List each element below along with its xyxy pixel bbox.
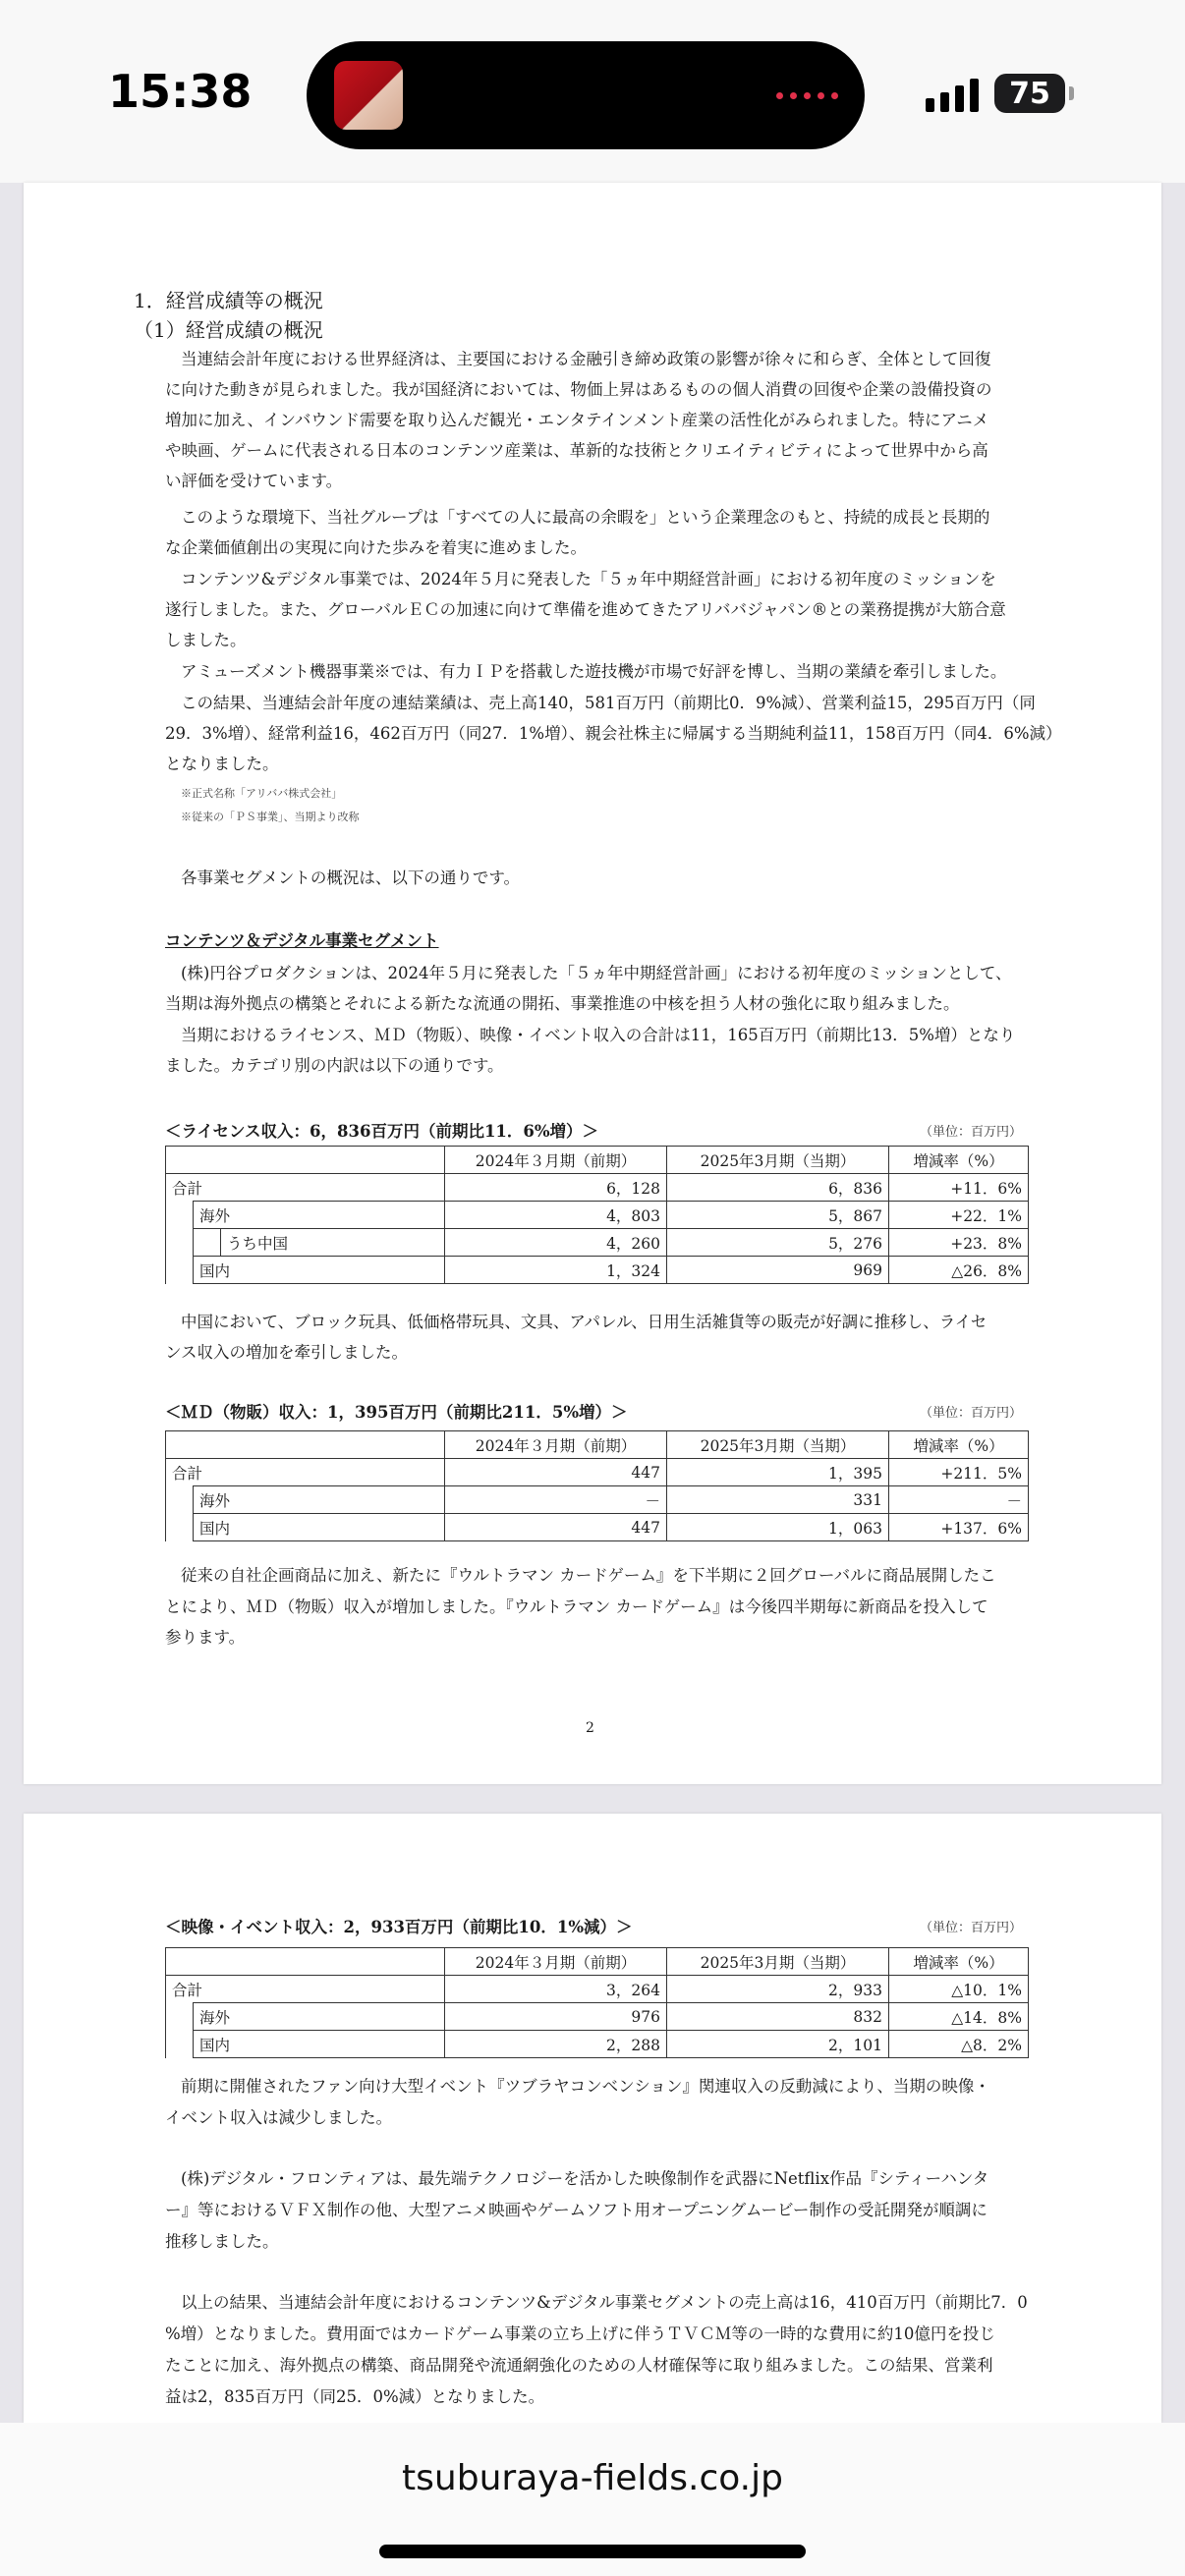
body-line: しました。	[165, 631, 247, 649]
battery-indicator: 75	[994, 74, 1065, 113]
col-header: 2024年３月期（前期）	[445, 1147, 667, 1174]
segment-intro: 各事業セグメントの概況は、以下の通りです。	[181, 868, 521, 887]
body-line: 遂行しました。また、グローバルＥＣの加速に向けて準備を進めてきたアリババジャパン®との業務提携が大筋合意	[165, 600, 1006, 619]
now-playing-artwork[interactable]	[334, 61, 403, 130]
body-line: ました。カテゴリ別の内訳は以下の通りです。	[165, 1056, 504, 1075]
body-line: 前期に開催されたファン向け大型イベント『ツブラヤコンベンション』関連収入の反動減により、当期の映像・	[181, 2077, 990, 2096]
body-line: や映画、ゲームに代表される日本のコンテンツ産業は、革新的な技術とクリエイティビティによって世界中から高	[165, 441, 988, 460]
table-row: 海外 976 832 △14．8%	[166, 2003, 1029, 2031]
col-header: 2025年3月期（当期）	[667, 1147, 889, 1174]
body-line: い評価を受けています。	[165, 472, 343, 490]
body-line: 推移しました。	[165, 2232, 279, 2251]
document-page-3[interactable]	[24, 1814, 1161, 2423]
table-corner	[166, 1431, 445, 1459]
table-row: うち中国 4，260 5，276 +23．8%	[166, 1229, 1029, 1257]
table-corner	[166, 1147, 445, 1174]
body-line: この結果、当連結会計年度の連結業績は、売上高140，581百万円（前期比0．9%減）、営業利益15，295百万円（同	[181, 694, 1036, 712]
recording-dots-icon	[776, 92, 838, 99]
page-number: 2	[586, 1720, 594, 1736]
body-line: %増）となりました。費用面ではカードゲーム事業の立ち上げに伴うＴＶＣＭ等の一時的な費用に約10億円を投じ	[165, 2324, 995, 2343]
col-header: 2024年３月期（前期）	[445, 1948, 667, 1976]
url-text[interactable]: tsuburaya-fields.co.jp	[402, 2458, 783, 2498]
body-line: となりました。	[165, 755, 279, 773]
browser-address-bar	[0, 2423, 1185, 2576]
body-line: とにより、ＭＤ（物販）収入が増加しました。『ウルトラマン カードゲーム』は今後四半期毎に新商品を投入して	[165, 1597, 988, 1616]
body-line: (株)円谷プロダクションは、2024年５月に発表した「５ヵ年中期経営計画」における初年度のミッションとして、	[181, 964, 1012, 982]
body-line: たことに加え、海外拠点の構築、商品開発や流通網強化のための人材確保等に取り組みました。この結果、営業利	[165, 2356, 993, 2375]
segment-title: コンテンツ＆デジタル事業セグメント	[165, 931, 439, 950]
license-table	[165, 1146, 1029, 1284]
cellular-signal-icon	[926, 77, 979, 112]
body-line: 当期は海外拠点の構築とそれによる新たな流通の開拓、事業推進の中核を担う人材の強化に取り組みました。	[165, 994, 960, 1013]
md-table	[165, 1430, 1029, 1541]
table-row: 国内 2，288 2，101 △8．2%	[166, 2031, 1029, 2058]
video-table-title: ＜映像・イベント収入：2，933百万円（前期比10．1%減）＞	[165, 1918, 633, 1936]
subsection-heading: （1）経営成績の概況	[134, 318, 323, 342]
col-header: 増減率（%）	[889, 1431, 1029, 1459]
col-header: 2025年3月期（当期）	[667, 1431, 889, 1459]
body-line: 従来の自社企画商品に加え、新たに『ウルトラマン カードゲーム』を下半期に２回グローバルに商品展開したこ	[181, 1566, 996, 1585]
body-line: に向けた動きが見られました。我が国経済においては、物価上昇はあるものの個人消費の回復や企業の設備投資の	[165, 380, 992, 399]
license-table-unit: （単位：百万円）	[920, 1125, 1023, 1140]
col-header: 増減率（%）	[889, 1948, 1029, 1976]
body-line: な企業価値創出の実現に向けた歩みを着実に進めました。	[165, 538, 587, 557]
table-row: 国内 1，324 969 △26．8%	[166, 1257, 1029, 1284]
body-line: 以上の結果、当連結会計年度におけるコンテンツ&デジタル事業セグメントの売上高は16，410百万円（前期比7．0	[181, 2293, 1028, 2312]
footnote: ※正式名称「アリババ株式会社」	[181, 787, 343, 800]
body-line: このような環境下、当社グループは「すべての人に最高の余暇を」という企業理念のもと、持続的成長と長期的	[181, 508, 990, 527]
table-row: 海外 － 331 －	[166, 1486, 1029, 1514]
home-indicator[interactable]	[379, 2545, 806, 2558]
body-line: 当期におけるライセンス、ＭＤ（物販）、映像・イベント収入の合計は11，165百万円（前期比13．5%増）となり	[181, 1026, 1016, 1044]
dynamic-island[interactable]	[307, 41, 865, 149]
status-time: 15:38	[108, 65, 253, 118]
document-page-2[interactable]	[24, 183, 1161, 1784]
license-table-title: ＜ライセンス収入：6，836百万円（前期比11．6%増）＞	[165, 1122, 599, 1141]
battery-tip-icon	[1069, 86, 1074, 100]
body-line: コンテンツ&デジタル事業では、2024年５月に発表した「５ヵ年中期経営計画」における初年度のミッションを	[181, 570, 996, 588]
section-heading: 1．経営成績等の概況	[134, 289, 323, 312]
table-row: 国内 447 1，063 +137．6%	[166, 1514, 1029, 1541]
body-line: 増加に加え、インバウンド需要を取り込んだ観光・エンタテインメント産業の活性化がみられました。特にアニメ	[165, 411, 989, 429]
body-line: 中国において、ブロック玩具、低価格帯玩具、文具、アパレル、日用生活雑貨等の販売が好調に推移し、ライセ	[181, 1313, 988, 1331]
footnote: ※従来の「ＰＳ事業」、当期より改称	[181, 811, 360, 823]
body-line: ンス収入の増加を牽引しました。	[165, 1343, 409, 1362]
body-line: イベント収入は減少しました。	[165, 2108, 392, 2127]
md-table-unit: （単位：百万円）	[920, 1406, 1023, 1421]
table-row: 合計 3，264 2，933 △10．1%	[166, 1976, 1029, 2003]
body-line: アミューズメント機器事業※では、有力ＩＰを搭載した遊技機が市場で好評を博し、当期の業績を牽引しました。	[181, 662, 1007, 681]
body-line: 参ります。	[165, 1628, 246, 1647]
table-row: 海外 4，803 5，867 +22．1%	[166, 1202, 1029, 1229]
col-header: 2024年３月期（前期）	[445, 1431, 667, 1459]
md-table-title: ＜ＭＤ（物販）収入：1，395百万円（前期比211．5%増）＞	[165, 1403, 628, 1422]
body-line: 29．3%増）、経常利益16，462百万円（同27．1%増）、親会社株主に帰属する当期純利益11，158百万円（同4．6%減）	[165, 724, 1062, 743]
status-bar	[0, 0, 1185, 183]
body-line: ー』等におけるＶＦＸ制作の他、大型アニメ映画やゲームソフト用オープニングムービー制作の受託開発が順調に	[165, 2201, 988, 2219]
table-row: 合計 6，128 6，836 +11．6%	[166, 1174, 1029, 1202]
table-row: 合計 447 1，395 +211．5%	[166, 1459, 1029, 1486]
body-line: 当連結会計年度における世界経済は、主要国における金融引き締め政策の影響が徐々に和らぎ、全体として回復	[181, 350, 991, 368]
body-line: 益は2，835百万円（同25．0%減）となりました。	[165, 2387, 545, 2406]
col-header: 増減率（%）	[889, 1147, 1029, 1174]
table-corner	[166, 1948, 445, 1976]
body-line: (株)デジタル・フロンティアは、最先端テクノロジーを活かした映像制作を武器にNetflix作品『シティーハンタ	[181, 2169, 989, 2188]
video-table-unit: （単位：百万円）	[920, 1921, 1023, 1935]
video-table	[165, 1947, 1029, 2058]
col-header: 2025年3月期（当期）	[667, 1948, 889, 1976]
